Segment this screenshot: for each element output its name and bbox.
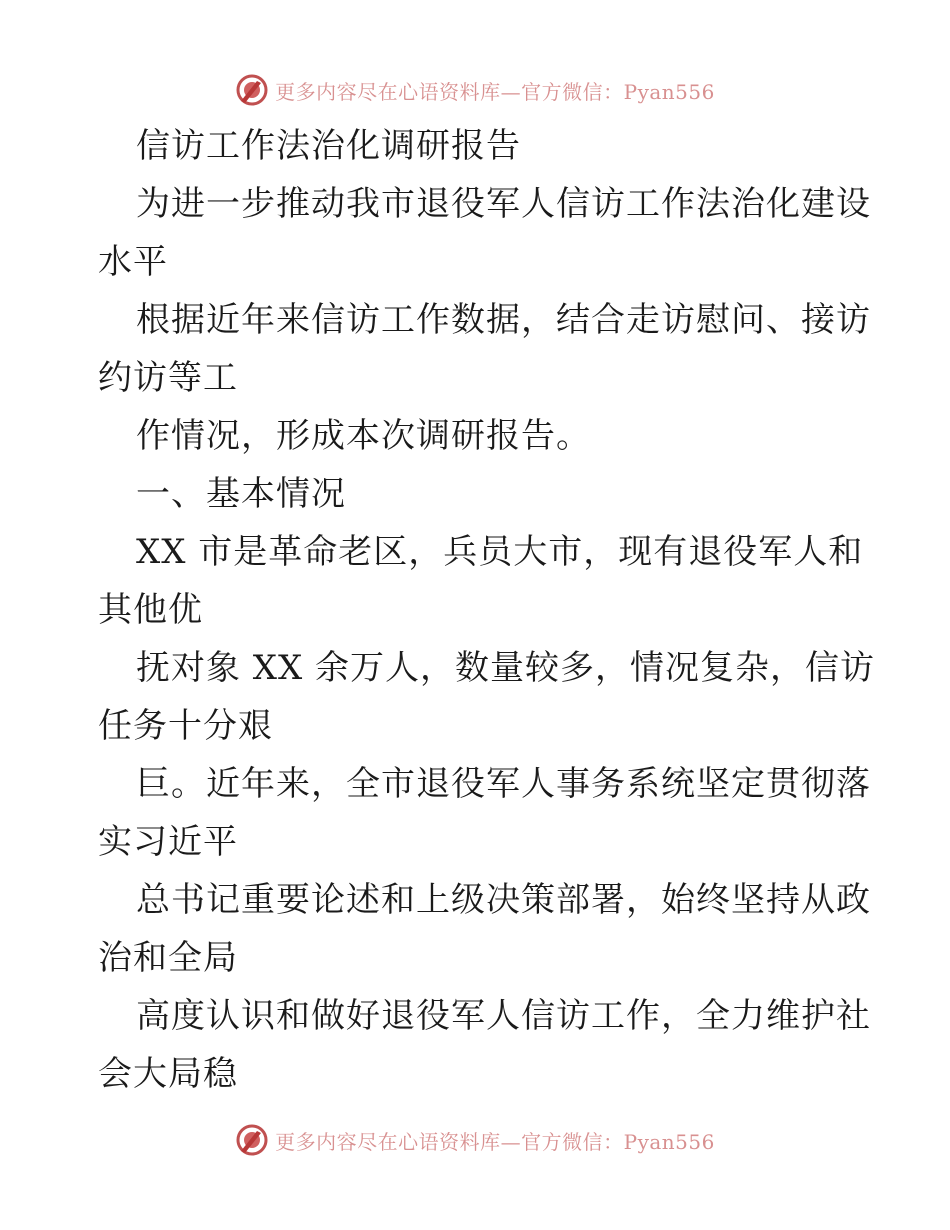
- quill-seal-icon: [235, 73, 269, 107]
- footer-watermark: [0, 1122, 950, 1158]
- paragraph-line: 巨。近年来，全市退役军人事务系统坚定贯彻落: [136, 764, 871, 804]
- paragraph-line: XX 市是革命老区，兵员大市，现有退役军人和: [136, 532, 864, 572]
- paragraph-line: 会大局稳: [98, 1054, 238, 1094]
- paragraph-line: 总书记重要论述和上级决策部署，始终坚持从政: [136, 880, 871, 920]
- quill-seal-icon: [235, 1123, 269, 1157]
- paragraph-line: 为进一步推动我市退役军人信访工作法治化建设: [136, 184, 871, 224]
- section-heading: 一、基本情况: [136, 474, 346, 514]
- watermark-text: 更多内容尽在心语资料库—官方微信：Pyan556: [275, 1129, 715, 1154]
- paragraph-line: 约访等工: [98, 358, 238, 398]
- paragraph-line: 任务十分艰: [98, 706, 273, 746]
- watermark-text: 更多内容尽在心语资料库—官方微信：Pyan556: [275, 79, 715, 104]
- paragraph-line: 水平: [98, 242, 168, 282]
- paragraph-line: 作情况，形成本次调研报告。: [136, 416, 591, 456]
- header-watermark: [0, 72, 950, 108]
- paragraph-line: 抚对象 XX 余万人，数量较多，情况复杂，信访: [136, 648, 876, 688]
- paragraph-line: 根据近年来信访工作数据，结合走访慰问、接访: [136, 300, 871, 340]
- doc-title: 信访工作法治化调研报告: [136, 126, 521, 166]
- paragraph-line: 治和全局: [98, 938, 238, 978]
- paragraph-line: 实习近平: [98, 822, 238, 862]
- paragraph-line: 高度认识和做好退役军人信访工作，全力维护社: [136, 996, 871, 1036]
- paragraph-line: 其他优: [98, 590, 203, 630]
